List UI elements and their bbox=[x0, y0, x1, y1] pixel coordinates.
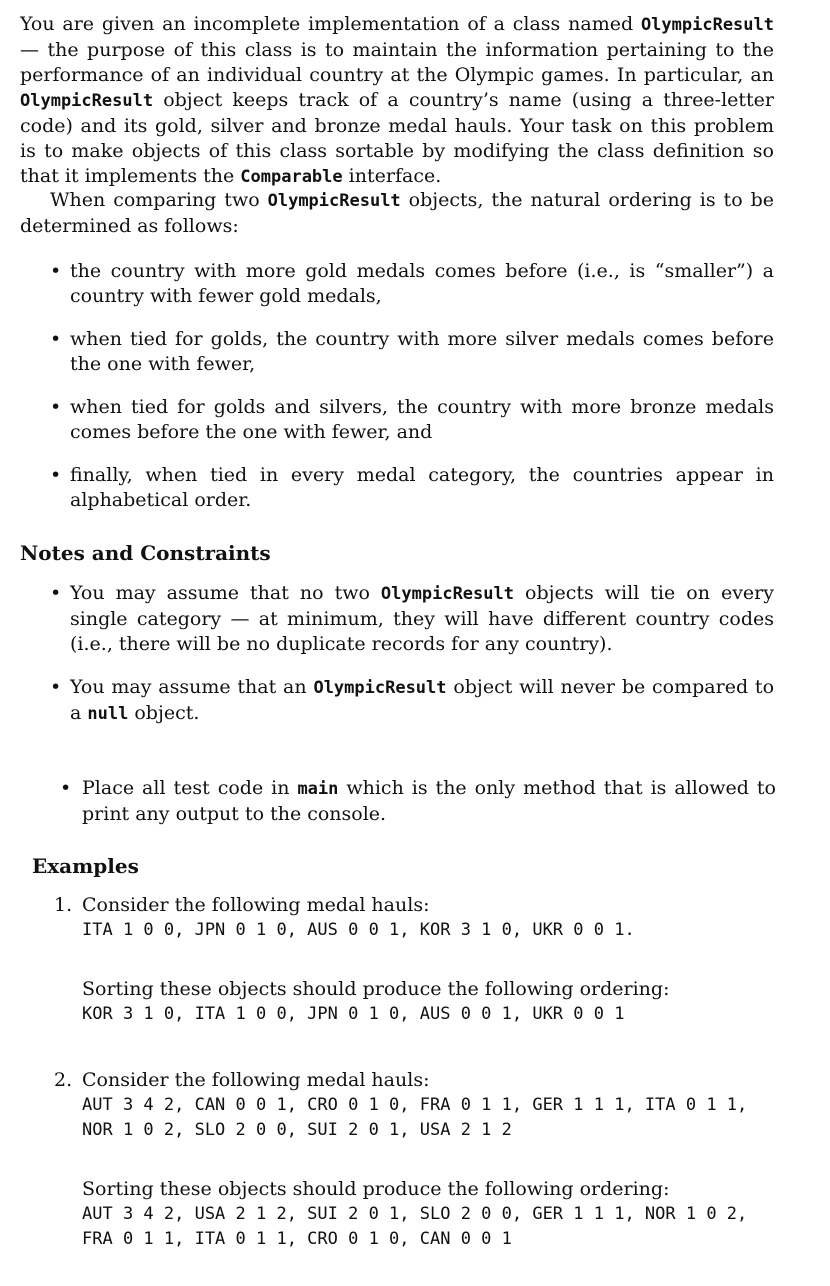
class-name-code: OlympicResult bbox=[380, 584, 514, 604]
list-item: • the country with more gold medals comes before (i.e., is “smaller”) a country with fewer gold medals, bbox=[70, 259, 774, 309]
intro-text-1: You are given an incomplete implementation of a class named bbox=[20, 13, 641, 35]
notes-heading: Notes and Constraints bbox=[20, 541, 271, 565]
list-item: • when tied for golds, the country with more silver medals comes before the one with fewer, bbox=[70, 327, 774, 377]
example-result-intro: Sorting these objects should produce the following ordering: bbox=[82, 978, 670, 1000]
example-result-intro: Sorting these objects should produce the following ordering: bbox=[82, 1178, 670, 1200]
example-input-line: ITA 1 0 0, JPN 0 1 0, AUS 0 0 1, KOR 3 1 0, UKR 0 0 1. bbox=[82, 920, 635, 940]
ordering-paragraph bbox=[20, 188, 774, 239]
ordering-text-2: objects, the natural ordering is to be determined as follows: bbox=[20, 189, 774, 237]
list-item bbox=[82, 776, 776, 827]
list-item: • when tied for golds and silvers, the country with more bronze medals comes before the one with fewer, and bbox=[70, 395, 774, 445]
note-text: objects will tie on every single category — at minimum, they will have different country codes (i.e., there will be no duplicate records for any country). bbox=[70, 582, 774, 655]
null-keyword-code: null bbox=[87, 704, 129, 724]
example-intro: Consider the following medal hauls: bbox=[82, 1069, 430, 1091]
note-text: which is the only method that is allowed to print any output to the console. bbox=[82, 777, 776, 825]
list-item: • finally, when tied in every medal category, the countries appear in alphabetical order. bbox=[70, 463, 774, 513]
note-text: You may assume that no two bbox=[70, 582, 381, 604]
note-text: You may assume that an bbox=[70, 676, 314, 698]
note-text: Place all test code in bbox=[82, 777, 298, 799]
example-input-line: NOR 1 0 2, SLO 2 0 0, SUI 2 0 1, USA 2 1 2 bbox=[82, 1120, 512, 1140]
examples-heading: Examples bbox=[32, 854, 139, 878]
intro-text-4: interface. bbox=[342, 165, 442, 187]
example-2 bbox=[54, 1068, 782, 1252]
class-name-code: OlympicResult bbox=[20, 91, 154, 111]
class-name-code: OlympicResult bbox=[640, 15, 774, 35]
intro-paragraph bbox=[20, 12, 774, 190]
example-output-line: AUT 3 4 2, USA 2 1 2, SUI 2 0 1, SLO 2 0 0, GER 1 1 1, NOR 1 0 2, bbox=[82, 1204, 748, 1224]
list-item bbox=[70, 675, 774, 727]
example-output-line: KOR 3 1 0, ITA 1 0 0, JPN 0 1 0, AUS 0 0 1, UKR 0 0 1 bbox=[82, 1004, 625, 1024]
list-item bbox=[70, 581, 774, 657]
example-number: 2. bbox=[54, 1069, 73, 1091]
note-text: object. bbox=[128, 702, 200, 724]
intro-text-2: — the purpose of this class is to maintain the information pertaining to the performance of an individual country at the Olympic games. In particular, an bbox=[20, 39, 774, 86]
main-keyword-code: main bbox=[297, 779, 339, 799]
interface-name-code: Comparable bbox=[240, 167, 343, 187]
example-1 bbox=[54, 893, 782, 1027]
class-name-code: OlympicResult bbox=[267, 191, 401, 211]
intro-text-3: object keeps track of a country’s name (using a three-letter code) and its gold, silver and bronze medal hauls. Your task on this problem is to make objects of this class sortable by modifying the class definition so that it implements the bbox=[20, 89, 774, 187]
example-intro: Consider the following medal hauls: bbox=[82, 894, 430, 916]
class-name-code: OlympicResult bbox=[313, 678, 447, 698]
ordering-text-1: When comparing two bbox=[50, 189, 268, 211]
example-input-line: AUT 3 4 2, CAN 0 0 1, CRO 0 1 0, FRA 0 1 1, GER 1 1 1, ITA 0 1 1, bbox=[82, 1095, 748, 1115]
example-output-line: FRA 0 1 1, ITA 0 1 1, CRO 0 1 0, CAN 0 0 1 bbox=[82, 1229, 512, 1249]
example-number: 1. bbox=[54, 894, 73, 916]
note-text: object will never be compared to a bbox=[70, 676, 775, 724]
